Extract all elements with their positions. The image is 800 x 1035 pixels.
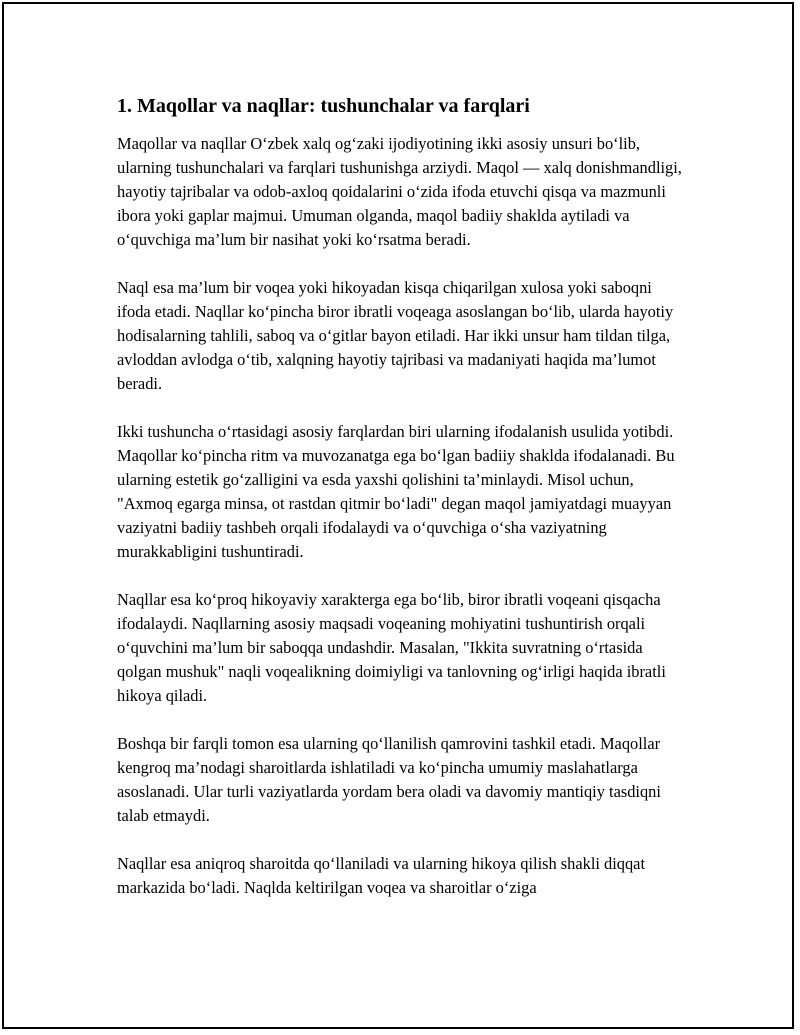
- paragraph-5: Boshqa bir farqli tomon esa ularning qo‘llanilish qamrovini tashkil etadi. Maqollar kengroq ma’nodagi sharoitlarda ishlatiladi va ko‘pincha umumiy maslahatlarga asoslanadi. Ular turli vaziyatlarda yordam bera oladi va davomiy mantiqiy tasdiqni talab etmaydi.: [117, 734, 661, 825]
- paragraph-1: Maqollar va naqllar O‘zbek xalq og‘zaki ijodiyotining ikki asosiy unsuri bo‘lib, ularning tushunchalari va farqlari tushunishga arziydi. Maqol — xalq donishmandligi, hayotiy tajribalar va odob-axloq qoidalarini o‘zida ifoda etuvchi qisqa va mazmunli ibora yoki gaplar majmui. Umuman olganda, maqol badiiy shaklda aytiladi va o‘quvchiga ma’lum bir nasihat yoki ko‘rsatma beradi.: [117, 134, 682, 249]
- document-body: [117, 94, 687, 924]
- paragraph-4: Naqllar esa ko‘proq hikoyaviy xarakterga ega bo‘lib, biror ibratli voqeani qisqacha ifodalaydi. Naqllarning asosiy maqsadi voqeaning mohiyatini tushuntirish orqali o‘quvchini ma’lum bir saboqqa undashdir. Masalan, "Ikkita suvratning o‘rtasida qolgan mushuk" naqli voqealikning doimiyligi va tanlovning og‘irligi haqida ibratli hikoya qiladi.: [117, 590, 666, 705]
- paragraph-2: Naql esa ma’lum bir voqea yoki hikoyadan kisqa chiqarilgan xulosa yoki saboqni ifoda etadi. Naqllar ko‘pincha biror ibratli voqeaga asoslangan bo‘lib, ularda hayotiy hodisalarning tahlili, saboq va o‘gitlar bayon etiladi. Har ikki unsur ham tildan tilga, avloddan avlodga o‘tib, xalqning hayotiy tajribasi va madaniyati haqida ma’lumot beradi.: [117, 278, 674, 393]
- section-title: 1. Maqollar va naqllar: tushunchalar va farqlari: [117, 95, 530, 117]
- paragraph-3: Ikki tushuncha o‘rtasidagi asosiy farqlardan biri ularning ifodalanish usulida yotibdi. Maqollar ko‘pincha ritm va muvozanatga ega bo‘lgan badiiy shaklda ifodalanadi. Bu ularning estetik go‘zalligini va esda yaxshi qolishini ta’minlaydi. Misol uchun, "Axmoq egarga minsa, ot rastdan qitmir bo‘ladi" degan maqol jamiyatdagi muayyan vaziyatni badiiy tashbeh orqali ifodalaydi va o‘quvchiga o‘sha vaziyatning murakkabligini tushuntiradi.: [117, 422, 675, 561]
- paragraph-6: Naqllar esa aniqroq sharoitda qo‘llaniladi va ularning hikoya qilish shakli diqqat markazida bo‘ladi. Naqlda keltirilgan voqea va sharoitlar o‘ziga: [117, 854, 646, 897]
